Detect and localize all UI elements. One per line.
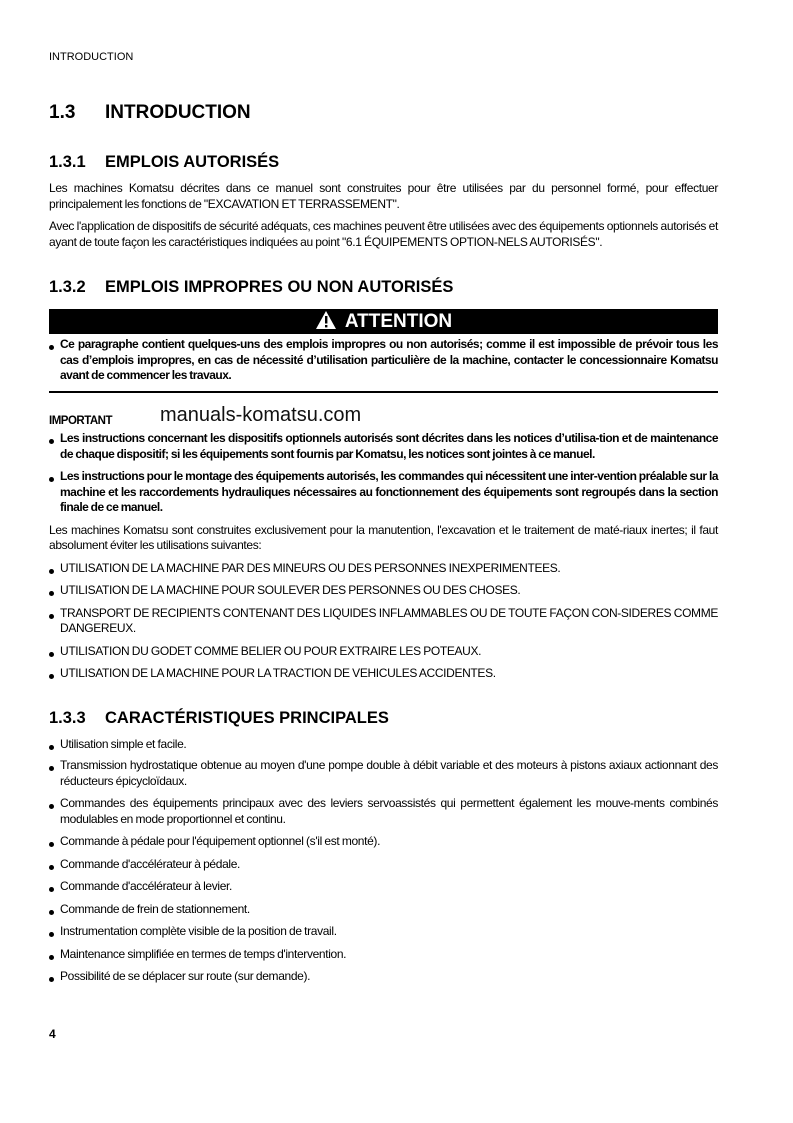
subsection-number: 1.3.1 <box>49 153 86 171</box>
list-item: Commande de frein de stationnement. <box>49 902 718 918</box>
list-item: Les instructions pour le montage des équipements autorisés, les commandes qui nécessitent une inter-vention préalable sur la machine et les raccordements hydrauliques nécessaires au fonctionnement des équipements sont regroupés dans la section finale de ce manuel. <box>49 469 718 516</box>
subsection-heading-1-3-3 <box>49 708 718 728</box>
attention-label: ATTENTION <box>344 311 453 332</box>
list-item: UTILISATION DE LA MACHINE PAR DES MINEURS OU DES PERSONNES INEXPERIMENTEES. <box>49 561 718 577</box>
list-item: Les instructions concernant les dispositifs optionnels autorisés sont décrites dans les notices d’utilisa-tion et de maintenance de chaque dispositif; si les équipements sont fournis par Komatsu, les notices sont jointes à ce manuel. <box>49 431 718 462</box>
list-item: Commande d'accélérateur à levier. <box>49 879 718 895</box>
attention-item: Ce paragraphe contient quelques-uns des emplois impropres ou non autorisés; comme il est impossible de prévoir tous les cas d’emplois impropres, en cas de nécessité d’utilisation particulière de la machine, contacter le concessionnaire Komatsu avant de commencer les travaux. <box>49 337 718 384</box>
list-item: Maintenance simplifiée en termes de temps d'intervention. <box>49 947 718 963</box>
section-number: 1.3 <box>49 102 76 123</box>
list-item: Utilisation simple et facile. <box>49 737 718 753</box>
paragraph: Les machines Komatsu sont construites exclusivement pour la manutention, l'excavation et le traitement de maté-riaux inertes; il faut absolument éviter les utilisations suivantes: <box>49 522 718 552</box>
list-item: Commande à pédale pour l'équipement optionnel (s'il est monté). <box>49 834 718 850</box>
divider <box>49 391 718 393</box>
watermark: manuals-komatsu.com <box>160 403 362 426</box>
subsection-title: EMPLOIS IMPROPRES OU NON AUTORISÉS <box>105 278 454 296</box>
list-item: Instrumentation complète visible de la position de travail. <box>49 924 718 940</box>
list-item: UTILISATION DE LA MACHINE POUR SOULEVER DES PERSONNES OU DES CHOSES. <box>49 583 718 599</box>
list-item: Commande d'accélérateur à pédale. <box>49 857 718 873</box>
subsection-number: 1.3.2 <box>49 278 86 296</box>
list-item: Possibilité de se déplacer sur route (sur demande). <box>49 969 718 985</box>
paragraph: Les machines Komatsu décrites dans ce manuel sont construites pour être utilisées par du personnel formé, pour effectuer principalement les fonctions de "EXCAVATION ET TERRASSEMENT". <box>49 181 718 211</box>
subsection-heading-1-3-2 <box>49 277 718 297</box>
list-item: Commandes des équipements principaux avec des leviers servoassistés qui permettent également les mouve-ments combinés modulables en mode proportionnel et continu. <box>49 796 718 827</box>
list-item: UTILISATION DE LA MACHINE POUR LA TRACTION DE VEHICULES ACCIDENTES. <box>49 666 718 682</box>
running-header: INTRODUCTION <box>49 51 134 63</box>
list-item: UTILISATION DU GODET COMME BELIER OU POUR EXTRAIRE LES POTEAUX. <box>49 644 718 660</box>
list-item: TRANSPORT DE RECIPIENTS CONTENANT DES LIQUIDES INFLAMMABLES OU DE TOUTE FAÇON CON-SIDERES COMME DANGEREUX. <box>49 606 718 637</box>
paragraph: Avec l'application de dispositifs de sécurité adéquats, ces machines peuvent être utilisées avec des équipements optionnels autorisés et ayant de toute façon les caractéristiques indiquées au point "6.1 ÉQUIPEMENTS OPTION-NELS AUTORISÉS". <box>49 219 718 249</box>
page-number: 4 <box>49 1026 56 1041</box>
subsection-heading-1-3-1 <box>49 152 718 172</box>
important-label: IMPORTANT <box>49 414 113 427</box>
subsection-title: EMPLOIS AUTORISÉS <box>105 153 280 171</box>
list-item: Transmission hydrostatique obtenue au moyen d'une pompe double à débit variable et des moteurs à pistons axiaux actionnant des réducteurs épicycloïdaux. <box>49 758 718 789</box>
subsection-title: CARACTÉRISTIQUES PRINCIPALES <box>105 708 389 727</box>
attention-banner <box>49 309 718 334</box>
warning-triangle-icon <box>315 310 337 330</box>
important-block <box>49 403 718 430</box>
subsection-number: 1.3.3 <box>49 708 86 727</box>
section-title: INTRODUCTION <box>105 102 251 123</box>
section-heading <box>49 102 718 124</box>
